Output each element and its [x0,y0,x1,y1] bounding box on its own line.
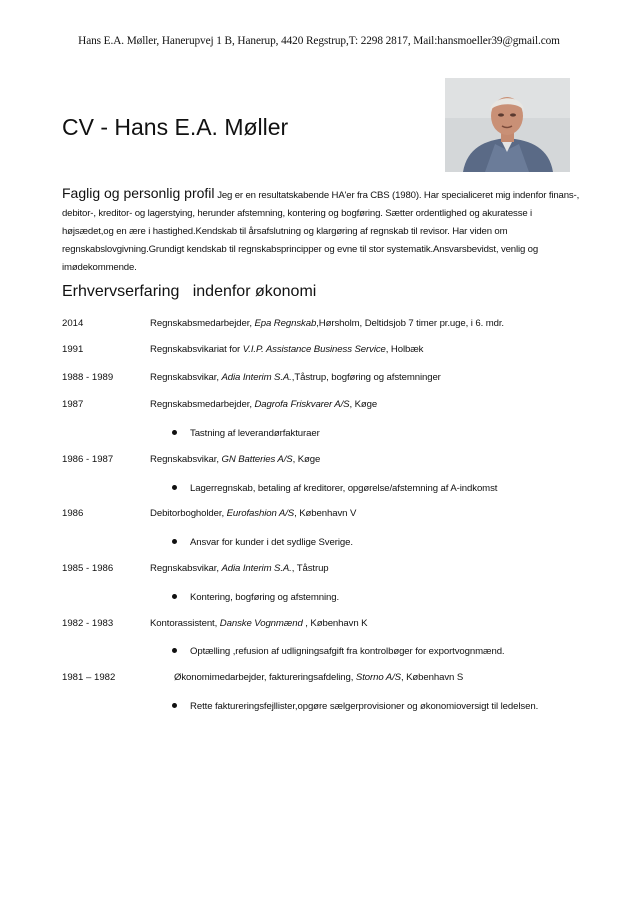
bullet-icon [172,703,177,708]
entry-description: Kontorassistent, Danske Vognmænd , København K [150,618,368,629]
bullet-icon [172,648,177,653]
entry-period: 1981 – 1982 [62,672,116,683]
bullet-text: Rette faktureringsfejllister,opgøre sælgerprovisioner og økonomioversigt til ledelsen. [190,701,539,712]
entry-description: Regnskabsvikar, Adia Interim S.A.,Tåstrup, bogføring og afstemninger [150,372,441,383]
profile-section [62,184,584,277]
entry-period: 1986 [62,508,84,519]
entry-period: 1982 - 1983 [62,618,114,629]
entry-period: 2014 [62,318,84,329]
entry-period: 1986 - 1987 [62,454,114,465]
contact-header: Hans E.A. Møller, Hanerupvej 1 B, Hanerup, 4420 Regstrup,T: 2298 2817, Mail:hansmoeller39@gmail.com [78,35,560,47]
portrait-photo-icon [445,78,570,172]
portrait-photo [445,78,570,172]
profile-heading: Faglig og personlig profil [62,185,215,201]
entry-description: Økonomimedarbejder, faktureringsafdeling, Storno A/S, København S [174,672,464,683]
bullet-text: Lagerregnskab, betaling af kreditorer, opgørelse/afstemning af A-indkomst [190,483,498,494]
entry-description: Regnskabsmedarbejder, Dagrofa Friskvarer A/S, Køge [150,399,378,410]
entry-description: Regnskabsmedarbejder, Epa Regnskab,Hørsholm, Deltidsjob 7 timer pr.uge, i 6. mdr. [150,318,504,329]
experience-heading: Erhvervserfaring indenfor økonomi [62,283,317,300]
profile-text: Jeg er en resultatskabende HA'er fra CBS (1980). Har specialiceret mig indenfor finans-, debitor-, kreditor- og lagerstying, herunder afstemning, kontering og bogføring. Sætter ordentlighed og akuratesse i højsædet,og en ære i hastighed.Kendskab til årsafslutning og klargøring af regnskab til revisor. Har viden om regnskabslovgivning.Grundigt kendskab til regnskabsprincipper og evne til stor systematik.Ansvarsbevidst, venlig og imødekommende. [62,190,580,273]
entry-period: 1991 [62,344,84,355]
bullet-text: Tastning af leverandørfakturaer [190,428,320,439]
bullet-text: Kontering, bogføring og afstemning. [190,592,340,603]
entry-period: 1987 [62,399,84,410]
entry-description: Regnskabsvikar, GN Batteries A/S, Køge [150,454,321,465]
page-title: CV - Hans E.A. Møller [62,114,289,140]
bullet-icon [172,539,177,544]
entry-description: Regnskabsvikar, Adia Interim S.A., Tåstrup [150,563,329,574]
entry-description: Regnskabsvikariat for V.I.P. Assistance Business Service, Holbæk [150,344,424,355]
entry-period: 1985 - 1986 [62,563,114,574]
bullet-icon [172,485,177,490]
entry-period: 1988 - 1989 [62,372,114,383]
bullet-icon [172,430,177,435]
bullet-text: Optælling ,refusion af udligningsafgift fra kontrolbøger for exportvognmænd. [190,646,505,657]
entry-description: Debitorbogholder, Eurofashion A/S, København V [150,508,357,519]
bullet-text: Ansvar for kunder i det sydlige Sverige. [190,537,353,548]
bullet-icon [172,594,177,599]
